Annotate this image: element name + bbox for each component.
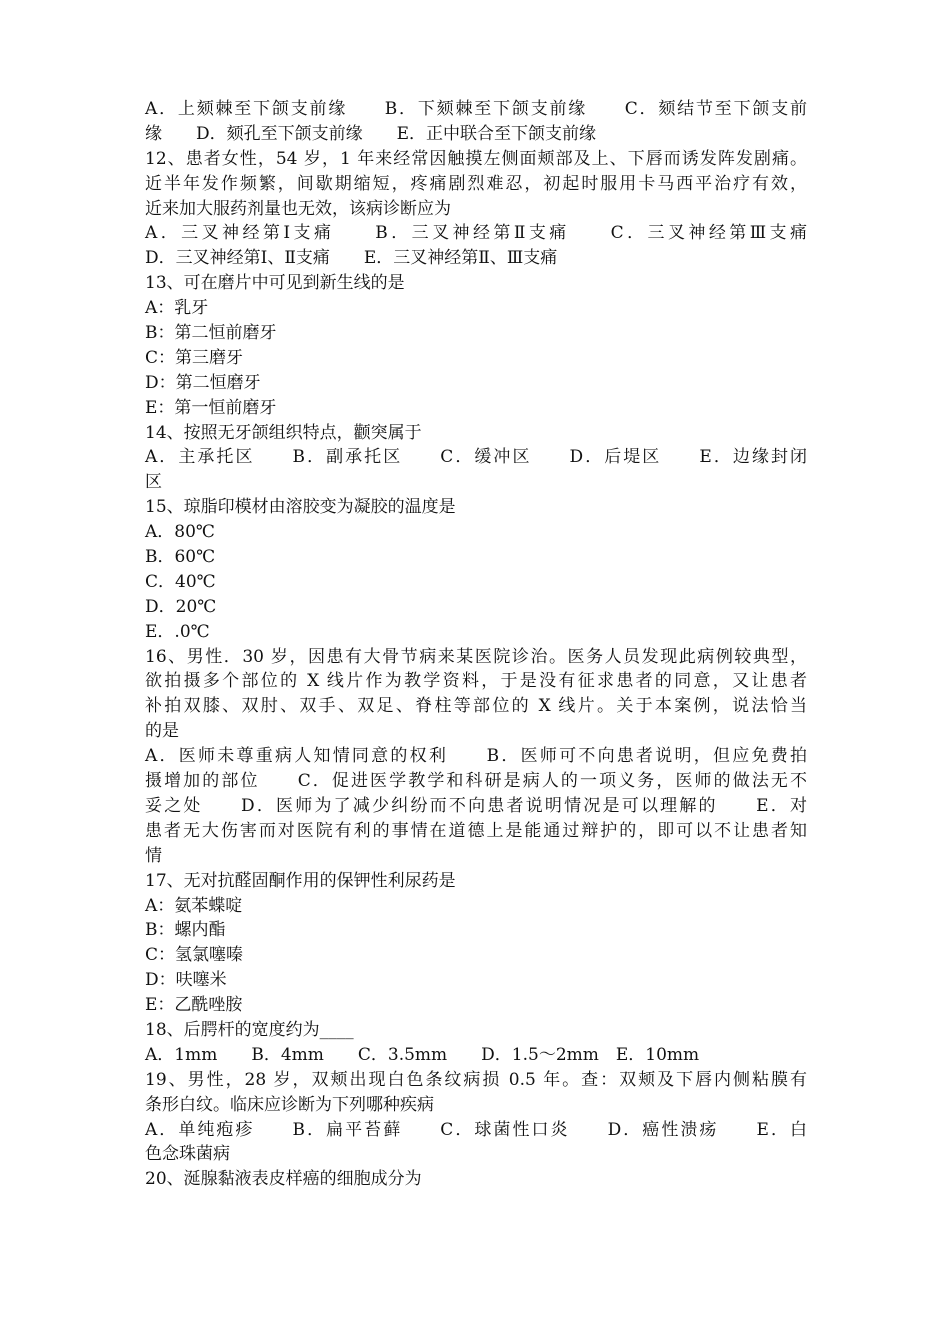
text-line: 20、涎腺黏液表皮样癌的细胞成分为: [145, 1169, 422, 1190]
text-line: C．40℃: [145, 571, 216, 592]
text-line: E．.0℃: [145, 621, 210, 642]
text-line: 区: [145, 472, 162, 493]
text-line: 18、后腭杆的宽度约为____: [145, 1019, 354, 1040]
text-line: 14、按照无牙颌组织特点，颧突属于: [145, 422, 422, 443]
text-line: 妥之处 D．医师为了减少纠纷而不向患者说明情况是可以理解的 E．对: [145, 795, 807, 816]
text-line: A．1mm B．4mm C．3.5mm D．1.5～2mm E．10mm: [145, 1044, 700, 1065]
text-line: A．三叉神经第Ⅰ支痛 B．三叉神经第Ⅱ支痛 C．三叉神经第Ⅲ支痛: [145, 223, 807, 244]
text-line: D：呋噻米: [145, 970, 227, 991]
text-line: 16、男性．30 岁，因患有大骨节病来某医院诊治。医务人员发现此病例较典型，: [145, 646, 807, 667]
text-line: 摄增加的部位 C．促进医学教学和科研是病人的一项义务，医师的做法无不: [145, 771, 807, 792]
text-line: 19、男性，28 岁，双颊出现白色条纹病损 0.5 年。查：双颊及下唇内侧粘膜有: [145, 1069, 807, 1090]
text-line: A．上颏棘至下颌支前缘 B．下颏棘至下颌支前缘 C．颏结节至下颌支前: [145, 99, 807, 119]
text-line: D．三叉神经第Ⅰ、Ⅱ支痛 E．三叉神经第Ⅱ、Ⅲ支痛: [145, 248, 558, 269]
text-line: 近来加大服药剂量也无效，该病诊断应为: [145, 198, 451, 219]
text-line: A．主承托区 B．副承托区 C．缓冲区 D．后堤区 E．边缘封闭: [145, 447, 807, 468]
text-line: A：乳牙: [145, 298, 209, 319]
text-line: 色念珠菌病: [145, 1144, 230, 1165]
text-line: 情: [145, 845, 162, 866]
text-line: 的是: [145, 721, 179, 742]
text-line: 患者无大伤害而对医院有利的事情在道德上是能通过辩护的，即可以不让患者知: [145, 820, 807, 841]
text-line: 条形白纹。临床应诊断为下列哪种疾病: [145, 1094, 434, 1115]
text-line: A．80℃: [145, 522, 215, 543]
text-line: D．20℃: [145, 596, 217, 617]
text-line: 13、可在磨片中可见到新生线的是: [145, 273, 405, 294]
text-line: B：螺内酯: [145, 920, 226, 941]
text-line: 补拍双膝、双肘、双手、双足、脊柱等部位的 X 线片。关于本案例，说法恰当: [145, 696, 807, 717]
text-line: 近半年发作频繁，间歇期缩短，疼痛剧烈难忍，初起时服用卡马西平治疗有效，: [145, 173, 807, 194]
document-page: [145, 97, 807, 1192]
text-line: B．60℃: [145, 547, 216, 568]
text-line: 缘 D．颏孔至下颌支前缘 E．正中联合至下颌支前缘: [145, 123, 597, 144]
text-line: A：氨苯蝶啶: [145, 895, 243, 916]
text-line: B：第二恒前磨牙: [145, 323, 277, 344]
text-line: C：第三磨牙: [145, 347, 244, 368]
text-line: D：第二恒磨牙: [145, 372, 261, 393]
text-line: 15、琼脂印模材由溶胶变为凝胶的温度是: [145, 497, 456, 518]
text-line: C：氢氯噻嗪: [145, 945, 244, 966]
text-line: A．医师未尊重病人知情同意的权利 B．医师可不向患者说明，但应免费拍: [145, 746, 807, 767]
text-line: 12、患者女性，54 岁，1 年来经常因触摸左侧面颊部及上、下唇而诱发阵发剧痛。: [145, 148, 807, 169]
text-line: 17、无对抗醛固酮作用的保钾性利尿药是: [145, 870, 456, 891]
text-line: E：第一恒前磨牙: [145, 397, 277, 418]
text-line: E：乙酰唑胺: [145, 995, 243, 1016]
text-line: A．单纯疱疹 B．扁平苔藓 C．球菌性口炎 D．癌性溃疡 E．白: [145, 1119, 807, 1140]
text-line: 欲拍摄多个部位的 X 线片作为教学资料，于是没有征求患者的同意，又让患者: [145, 671, 807, 692]
